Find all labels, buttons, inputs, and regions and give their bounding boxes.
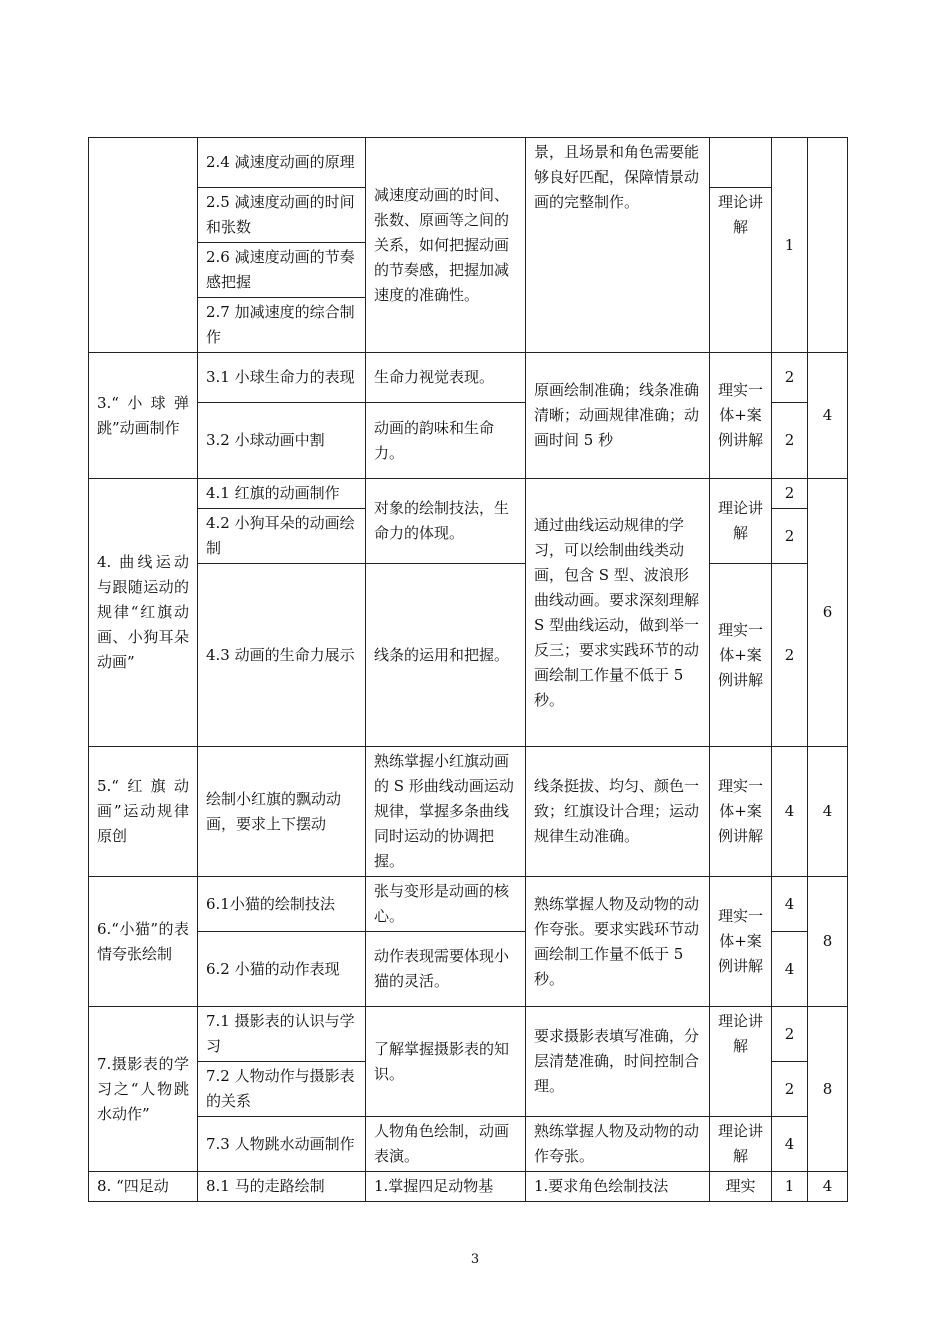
assessment-cell: 1.要求角色绘制技法: [526, 1172, 710, 1202]
method-cell: 理论讲解: [710, 479, 772, 564]
subtopic-cell: 绘制小红旗的飘动动画，要求上下摆动: [198, 747, 366, 877]
hours-cell: 1: [772, 1172, 808, 1202]
table-row: [89, 877, 848, 932]
course-schedule-table: [88, 137, 848, 1202]
total-hours-cell: [808, 138, 848, 353]
hours-cell: 2: [772, 1062, 808, 1117]
subtopic-cell: 7.2 人物动作与摄影表的关系: [198, 1062, 366, 1117]
hours-cell: 2: [772, 403, 808, 479]
method-cell: 理实一体+案例讲解: [710, 747, 772, 877]
hours-cell: 2: [772, 353, 808, 403]
table-row: [89, 1117, 848, 1172]
hours-cell: 4: [772, 1117, 808, 1172]
subtopic-cell: 3.1 小球生命力的表现: [198, 353, 366, 403]
hours-cell: 4: [772, 747, 808, 877]
table-row: [89, 1172, 848, 1202]
subtopic-cell: 8.1 马的走路绘制: [198, 1172, 366, 1202]
subtopic-cell: 2.4 减速度动画的原理: [198, 138, 366, 188]
assessment-cell: 要求摄影表填写准确，分层清楚准确，时间控制合理。: [526, 1007, 710, 1117]
requirement-cell: 减速度动画的时间、张数、原画等之间的关系，如何把握动画的节奏感，把握加减速度的准确性。: [366, 138, 526, 353]
table-row: [89, 564, 848, 747]
hours-cell: 2: [772, 509, 808, 564]
subtopic-cell: 4.2 小狗耳朵的动画绘制: [198, 509, 366, 564]
hours-cell: 2: [772, 564, 808, 747]
chapter-cell: 6.“小猫”的表情夸张绘制: [89, 877, 198, 1007]
assessment-cell: 熟练掌握人物及动物的动作夸张。要求实践环节动画绘制工作量不低于 5 秒。: [526, 877, 710, 1007]
table-row: [89, 138, 848, 188]
requirement-cell: 人物角色绘制，动画表演。: [366, 1117, 526, 1172]
requirement-cell: 生命力视觉表现。: [366, 353, 526, 403]
subtopic-cell: 3.2 小球动画中割: [198, 403, 366, 479]
method-cell: 理论讲解: [710, 1007, 772, 1117]
total-hours-cell: 6: [808, 479, 848, 747]
table-row: [89, 1007, 848, 1062]
hours-cell: 1: [772, 138, 808, 353]
assessment-cell: 线条挺拔、均匀、颜色一致；红旗设计合理；运动规律生动准确。: [526, 747, 710, 877]
method-cell: 理论讲解: [710, 188, 772, 353]
subtopic-cell: 2.7 加减速度的综合制作: [198, 298, 366, 353]
table-row: [89, 479, 848, 509]
table-row: [89, 747, 848, 877]
assessment-cell: 原画绘制准确；线条准确清晰；动画规律准确；动画时间 5 秒: [526, 353, 710, 479]
requirement-cell: 动画的韵味和生命力。: [366, 403, 526, 479]
method-cell: 理实一体+案例讲解: [710, 877, 772, 1007]
chapter-cell: [89, 138, 198, 353]
hours-cell: 4: [772, 877, 808, 932]
method-cell: 理实一体+案例讲解: [710, 564, 772, 747]
table-row: [89, 353, 848, 403]
subtopic-cell: 4.1 红旗的动画制作: [198, 479, 366, 509]
assessment-cell: 景，且场景和角色需要能够良好匹配，保障情景动画的完整制作。: [526, 138, 710, 353]
requirement-cell: 1.掌握四足动物基: [366, 1172, 526, 1202]
total-hours-cell: 4: [808, 353, 848, 479]
assessment-cell: 通过曲线运动规律的学习，可以绘制曲线类动画，包含 S 型、波浪形曲线动画。要求深刻理解 S 型曲线运动，做到举一反三；要求实践环节的动画绘制工作量不低于 5 秒。: [526, 479, 710, 747]
page-number: 3: [470, 1252, 480, 1267]
hours-cell: 4: [772, 932, 808, 1007]
total-hours-cell: 8: [808, 1007, 848, 1172]
hours-cell: 2: [772, 479, 808, 509]
subtopic-cell: 2.6 减速度动画的节奏感把握: [198, 243, 366, 298]
chapter-cell: 5.“红旗动画”运动规律原创: [89, 747, 198, 877]
requirement-cell: 线条的运用和把握。: [366, 564, 526, 747]
requirement-cell: 动作表现需要体现小猫的灵活。: [366, 932, 526, 1007]
subtopic-cell: 7.1 摄影表的认识与学习: [198, 1007, 366, 1062]
assessment-cell: 熟练掌握人物及动物的动作夸张。: [526, 1117, 710, 1172]
total-hours-cell: 4: [808, 1172, 848, 1202]
requirement-cell: 对象的绘制技法，生命力的体现。: [366, 479, 526, 564]
chapter-cell: 3.“小球弹跳”动画制作: [89, 353, 198, 479]
requirement-cell: 了解掌握摄影表的知识。: [366, 1007, 526, 1117]
requirement-cell: 张与变形是动画的核心。: [366, 877, 526, 932]
chapter-cell: 8. “四足动: [89, 1172, 198, 1202]
total-hours-cell: 8: [808, 877, 848, 1007]
chapter-cell: 4. 曲线运动与跟随运动的规律“红旗动画、小狗耳朵动画”: [89, 479, 198, 747]
subtopic-cell: 7.3 人物跳水动画制作: [198, 1117, 366, 1172]
subtopic-cell: 4.3 动画的生命力展示: [198, 564, 366, 747]
subtopic-cell: 6.2 小猫的动作表现: [198, 932, 366, 1007]
subtopic-cell: 2.5 减速度动画的时间和张数: [198, 188, 366, 243]
subtopic-cell: 6.1小猫的绘制技法: [198, 877, 366, 932]
method-cell: [710, 138, 772, 188]
method-cell: 理论讲解: [710, 1117, 772, 1172]
method-cell: 理实一体+案例讲解: [710, 353, 772, 479]
chapter-cell: 7.摄影表的学习之“人物跳水动作”: [89, 1007, 198, 1172]
hours-cell: 2: [772, 1007, 808, 1062]
total-hours-cell: 4: [808, 747, 848, 877]
method-cell: 理实: [710, 1172, 772, 1202]
requirement-cell: 熟练掌握小红旗动画的 S 形曲线动画运动规律，掌握多条曲线同时运动的协调把握。: [366, 747, 526, 877]
